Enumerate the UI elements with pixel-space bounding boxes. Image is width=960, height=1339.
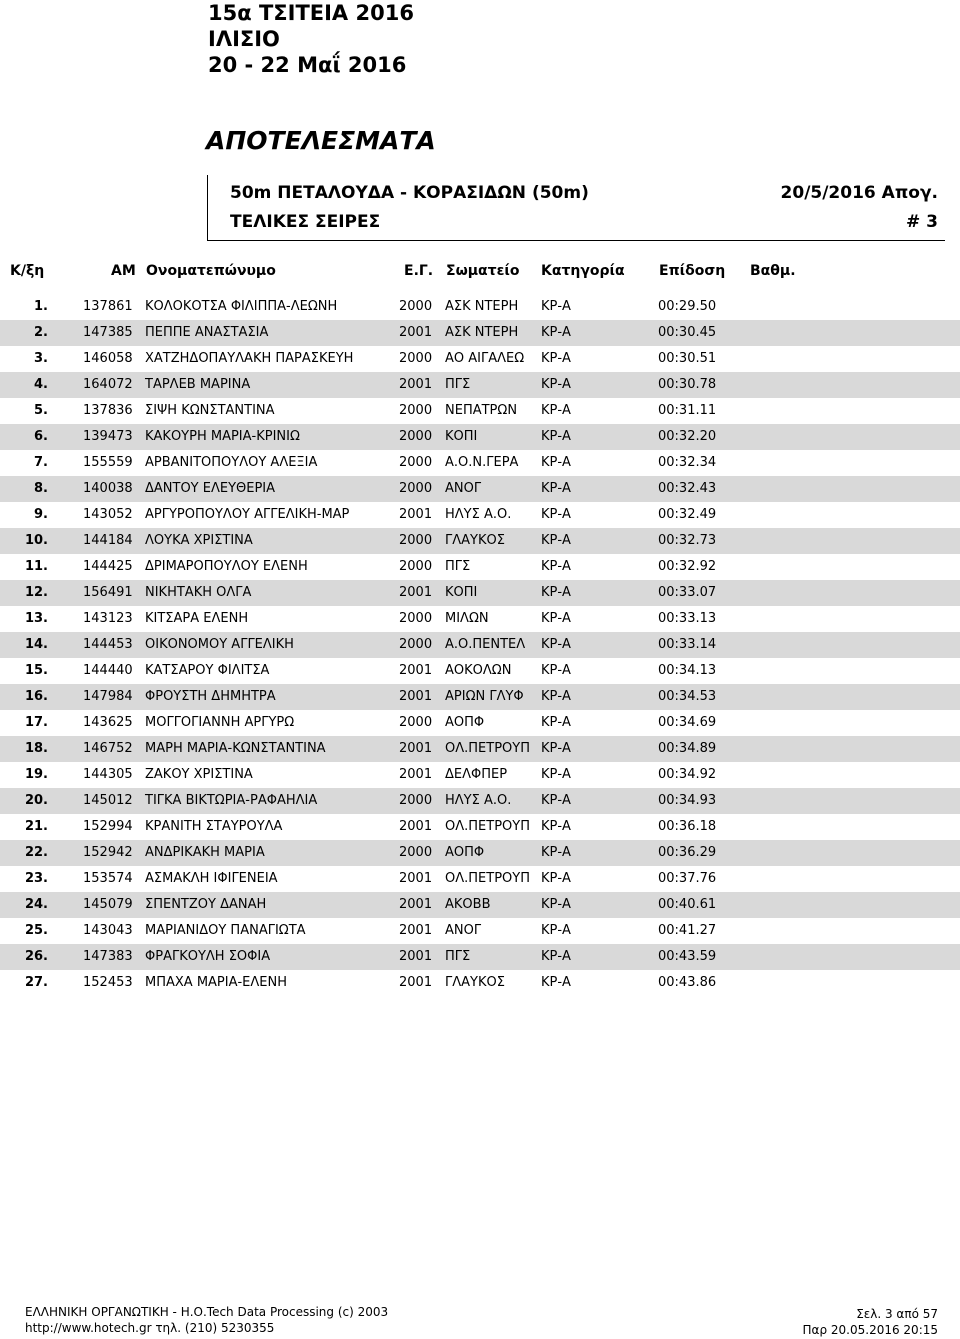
yob-cell: 2000 (399, 481, 433, 496)
yob-cell: 2001 (399, 949, 433, 964)
time-cell: 00:29.50 (658, 299, 717, 314)
rank-cell: 17. (24, 715, 48, 730)
name-cell: ΤΙΓΚΑ ΒΙΚΤΩΡΙΑ-ΡΑΦΑΗΛΙΑ (145, 793, 318, 808)
table-row (0, 814, 960, 840)
club-cell: ΑΡΙΩΝ ΓΛΥΦ (445, 689, 524, 704)
table-row (0, 554, 960, 580)
name-cell: ΑΣΜΑΚΛΗ ΙΦΙΓΕΝΕΙΑ (145, 871, 278, 886)
event-title: 50m ΠΕΤΑΛΟΥΔΑ - ΚΟΡΑΣΙΔΩΝ (50m) (230, 183, 589, 203)
time-cell: 00:32.20 (658, 429, 717, 444)
category-cell: ΚΡ-Α (541, 455, 571, 470)
table-row (0, 892, 960, 918)
yob-cell: 2000 (399, 455, 433, 470)
footer-page: Σελ. 3 από 57 (856, 1307, 938, 1321)
am-cell: 164072 (83, 377, 133, 392)
category-cell: ΚΡ-Α (541, 611, 571, 626)
table-row (0, 710, 960, 736)
am-cell: 143043 (83, 923, 133, 938)
yob-cell: 2001 (399, 325, 433, 340)
table-row (0, 918, 960, 944)
time-cell: 00:43.86 (658, 975, 717, 990)
name-cell: ΚΙΤΣΑΡΑ ΕΛΕΝΗ (145, 611, 249, 626)
club-cell: ΑΣΚ ΝΤΕΡΗ (445, 299, 519, 314)
am-cell: 144453 (83, 637, 133, 652)
name-cell: ΔΡΙΜΑΡΟΠΟΥΛΟΥ ΕΛΕΝΗ (145, 559, 308, 574)
club-cell: ΠΓΣ (445, 559, 471, 574)
name-cell: ΑΡΒΑΝΙΤΟΠΟΥΛΟΥ ΑΛΕΞΙΑ (145, 455, 318, 470)
yob-cell: 2001 (399, 897, 433, 912)
category-cell: ΚΡ-Α (541, 325, 571, 340)
time-cell: 00:34.69 (658, 715, 717, 730)
rank-cell: 20. (24, 793, 48, 808)
category-cell: ΚΡ-Α (541, 689, 571, 704)
name-cell: ΧΑΤΖΗΔΟΠΑΥΛΑΚΗ ΠΑΡΑΣΚΕΥΗ (145, 351, 354, 366)
am-cell: 143625 (83, 715, 133, 730)
category-cell: ΚΡ-Α (541, 741, 571, 756)
rank-cell: 18. (24, 741, 48, 756)
name-cell: ΚΑΤΣΑΡΟΥ ΦΙΛΙΤΣΑ (145, 663, 270, 678)
time-cell: 00:41.27 (658, 923, 717, 938)
category-cell: ΚΡ-Α (541, 793, 571, 808)
table-row (0, 476, 960, 502)
yob-cell: 2001 (399, 663, 433, 678)
table-row (0, 632, 960, 658)
time-cell: 00:33.07 (658, 585, 717, 600)
rank-cell: 13. (24, 611, 48, 626)
am-cell: 139473 (83, 429, 133, 444)
col-points: Βαθμ. (750, 263, 796, 279)
club-cell: ΟΛ.ΠΕΤΡΟΥΠ (445, 741, 530, 756)
name-cell: ΖΑΚΟΥ ΧΡΙΣΤΙΝΑ (145, 767, 253, 782)
club-cell: ΜΙΛΩΝ (445, 611, 489, 626)
am-cell: 147385 (83, 325, 133, 340)
category-cell: ΚΡ-Α (541, 403, 571, 418)
club-cell: ΑΝΟΓ (445, 481, 482, 496)
category-cell: ΚΡ-Α (541, 637, 571, 652)
col-club: Σωματείο (446, 263, 520, 279)
club-cell: ΚΟΠΙ (445, 585, 478, 600)
table-row (0, 346, 960, 372)
name-cell: ΔΑΝΤΟΥ ΕΛΕΥΘΕΡΙΑ (145, 481, 276, 496)
club-cell: ΑΟΠΦ (445, 845, 485, 860)
col-rank: Κ/ξη (10, 263, 45, 279)
category-cell: ΚΡ-Α (541, 923, 571, 938)
category-cell: ΚΡ-Α (541, 533, 571, 548)
am-cell: 146752 (83, 741, 133, 756)
time-cell: 00:33.13 (658, 611, 717, 626)
club-cell: ΟΛ.ΠΕΤΡΟΥΠ (445, 819, 530, 834)
time-cell: 00:34.92 (658, 767, 717, 782)
club-cell: ΟΛ.ΠΕΤΡΟΥΠ (445, 871, 530, 886)
yob-cell: 2001 (399, 377, 433, 392)
am-cell: 147984 (83, 689, 133, 704)
name-cell: ΜΑΡΙΑΝΙΔΟΥ ΠΑΝΑΓΙΩΤΑ (145, 923, 306, 938)
time-cell: 00:30.45 (658, 325, 717, 340)
yob-cell: 2000 (399, 611, 433, 626)
am-cell: 152942 (83, 845, 133, 860)
club-cell: Α.Ο.Ν.ΓΕΡΑ (445, 455, 519, 470)
am-cell: 152453 (83, 975, 133, 990)
club-cell: ΑΟΚΟΛΩΝ (445, 663, 512, 678)
rank-cell: 1. (34, 299, 48, 314)
results-table (0, 294, 960, 996)
table-row (0, 424, 960, 450)
table-row (0, 658, 960, 684)
footer-org: ΕΛΛΗΝΙΚΗ ΟΡΓΑΝΩΤΙΚΗ - Η.Ο.Tech Data Processing (c) 2003 (25, 1305, 389, 1319)
club-cell: ΑΚΟΒΒ (445, 897, 491, 912)
am-cell: 140038 (83, 481, 133, 496)
time-cell: 00:30.78 (658, 377, 717, 392)
time-cell: 00:32.43 (658, 481, 717, 496)
rank-cell: 3. (34, 351, 48, 366)
yob-cell: 2001 (399, 871, 433, 886)
category-cell: ΚΡ-Α (541, 715, 571, 730)
yob-cell: 2001 (399, 741, 433, 756)
yob-cell: 2000 (399, 793, 433, 808)
rank-cell: 23. (24, 871, 48, 886)
club-cell: ΗΛΥΣ Α.Ο. (445, 507, 512, 522)
club-cell: ΑΝΟΓ (445, 923, 482, 938)
rank-cell: 24. (24, 897, 48, 912)
yob-cell: 2001 (399, 923, 433, 938)
category-cell: ΚΡ-Α (541, 897, 571, 912)
time-cell: 00:36.18 (658, 819, 717, 834)
category-cell: ΚΡ-Α (541, 845, 571, 860)
time-cell: 00:32.34 (658, 455, 717, 470)
rank-cell: 2. (34, 325, 48, 340)
category-cell: ΚΡ-Α (541, 663, 571, 678)
name-cell: ΣΠΕΝΤΖΟΥ ΔΑΝΑΗ (145, 897, 267, 912)
am-cell: 145012 (83, 793, 133, 808)
rank-cell: 14. (24, 637, 48, 652)
am-cell: 144425 (83, 559, 133, 574)
category-cell: ΚΡ-Α (541, 767, 571, 782)
category-cell: ΚΡ-Α (541, 507, 571, 522)
time-cell: 00:34.13 (658, 663, 717, 678)
time-cell: 00:43.59 (658, 949, 717, 964)
category-cell: ΚΡ-Α (541, 585, 571, 600)
time-cell: 00:34.89 (658, 741, 717, 756)
table-row (0, 320, 960, 346)
rank-cell: 21. (24, 819, 48, 834)
rank-cell: 12. (24, 585, 48, 600)
rank-cell: 4. (34, 377, 48, 392)
yob-cell: 2000 (399, 429, 433, 444)
rank-cell: 22. (24, 845, 48, 860)
category-cell: ΚΡ-Α (541, 975, 571, 990)
footer-contact: http://www.hotech.gr τηλ. (210) 5230355 (25, 1321, 275, 1335)
table-row (0, 866, 960, 892)
club-cell: ΠΓΣ (445, 377, 471, 392)
name-cell: ΑΝΔΡΙΚΑΚΗ ΜΑΡΙΑ (145, 845, 265, 860)
yob-cell: 2001 (399, 689, 433, 704)
category-cell: ΚΡ-Α (541, 377, 571, 392)
time-cell: 00:32.92 (658, 559, 717, 574)
club-cell: ΓΛΑΥΚΟΣ (445, 533, 505, 548)
table-row (0, 372, 960, 398)
club-cell: ΑΟ ΑΙΓΑΛΕΩ (445, 351, 525, 366)
name-cell: ΚΟΛΟΚΟΤΣΑ ΦΙΛΙΠΠΑ-ΛΕΩΝΗ (145, 299, 338, 314)
table-row (0, 736, 960, 762)
name-cell: ΟΙΚΟΝΟΜΟΥ ΑΓΓΕΛΙΚΗ (145, 637, 294, 652)
name-cell: ΑΡΓΥΡΟΠΟΥΛΟΥ ΑΓΓΕΛΙΚΗ-ΜΑΡ (145, 507, 350, 522)
name-cell: ΜΟΓΓΟΓΙΑΝΝΗ ΑΡΓΥΡΩ (145, 715, 295, 730)
table-row (0, 788, 960, 814)
yob-cell: 2001 (399, 819, 433, 834)
am-cell: 147383 (83, 949, 133, 964)
rank-cell: 26. (24, 949, 48, 964)
category-cell: ΚΡ-Α (541, 871, 571, 886)
time-cell: 00:31.11 (658, 403, 717, 418)
category-cell: ΚΡ-Α (541, 949, 571, 964)
yob-cell: 2000 (399, 559, 433, 574)
club-cell: ΓΛΑΥΚΟΣ (445, 975, 505, 990)
am-cell: 137861 (83, 299, 133, 314)
time-cell: 00:30.51 (658, 351, 717, 366)
am-cell: 143052 (83, 507, 133, 522)
col-name: Ονοματεπώνυμο (146, 263, 276, 279)
rank-cell: 11. (24, 559, 48, 574)
yob-cell: 2001 (399, 585, 433, 600)
category-cell: ΚΡ-Α (541, 351, 571, 366)
footer-printed: Παρ 20.05.2016 20:15 (802, 1323, 938, 1337)
yob-cell: 2001 (399, 767, 433, 782)
am-cell: 144440 (83, 663, 133, 678)
rank-cell: 19. (24, 767, 48, 782)
name-cell: ΦΡΟΥΣΤΗ ΔΗΜΗΤΡΑ (145, 689, 276, 704)
yob-cell: 2000 (399, 845, 433, 860)
category-cell: ΚΡ-Α (541, 819, 571, 834)
name-cell: ΣΙΨΗ ΚΩΝΣΤΑΝΤΙΝΑ (145, 403, 275, 418)
time-cell: 00:32.73 (658, 533, 717, 548)
table-row (0, 606, 960, 632)
category-cell: ΚΡ-Α (541, 299, 571, 314)
category-cell: ΚΡ-Α (541, 429, 571, 444)
am-cell: 145079 (83, 897, 133, 912)
table-row (0, 580, 960, 606)
am-cell: 137836 (83, 403, 133, 418)
yob-cell: 2000 (399, 533, 433, 548)
am-cell: 144305 (83, 767, 133, 782)
yob-cell: 2001 (399, 975, 433, 990)
time-cell: 00:32.49 (658, 507, 717, 522)
col-time: Επίδοση (659, 263, 726, 279)
am-cell: 153574 (83, 871, 133, 886)
rank-cell: 25. (24, 923, 48, 938)
rank-cell: 6. (34, 429, 48, 444)
rank-cell: 9. (34, 507, 48, 522)
table-row (0, 684, 960, 710)
col-category: Κατηγορία (541, 263, 625, 279)
table-row (0, 450, 960, 476)
yob-cell: 2000 (399, 403, 433, 418)
name-cell: ΛΟΥΚΑ ΧΡΙΣΤΙΝΑ (145, 533, 253, 548)
name-cell: ΚΑΚΟΥΡΗ ΜΑΡΙΑ-ΚΡΙΝΙΩ (145, 429, 300, 444)
table-row (0, 840, 960, 866)
rank-cell: 5. (34, 403, 48, 418)
club-cell: ΔΕΛΦΠΕΡ (445, 767, 508, 782)
table-row (0, 970, 960, 996)
am-cell: 144184 (83, 533, 133, 548)
event-date: 20/5/2016 Απογ. (780, 183, 938, 203)
club-cell: ΑΟΠΦ (445, 715, 485, 730)
table-row (0, 398, 960, 424)
club-cell: ΝΕΠΑΤΡΩΝ (445, 403, 518, 418)
time-cell: 00:33.14 (658, 637, 717, 652)
am-cell: 155559 (83, 455, 133, 470)
club-cell: ΑΣΚ ΝΤΕΡΗ (445, 325, 519, 340)
time-cell: 00:34.53 (658, 689, 717, 704)
club-cell: ΗΛΥΣ Α.Ο. (445, 793, 512, 808)
yob-cell: 2000 (399, 637, 433, 652)
rank-cell: 8. (34, 481, 48, 496)
col-yob: Ε.Γ. (404, 263, 434, 279)
club-cell: Α.Ο.ΠΕΝΤΕΛ (445, 637, 526, 652)
time-cell: 00:34.93 (658, 793, 717, 808)
meet-venue: ΙΛΙΣΙΟ (208, 27, 280, 51)
name-cell: ΠΕΠΠΕ ΑΝΑΣΤΑΣΙΑ (145, 325, 269, 340)
table-row (0, 528, 960, 554)
yob-cell: 2000 (399, 299, 433, 314)
event-heat: # 3 (906, 212, 938, 232)
table-row (0, 762, 960, 788)
am-cell: 156491 (83, 585, 133, 600)
yob-cell: 2000 (399, 351, 433, 366)
name-cell: ΜΠΑΧΑ ΜΑΡΙΑ-ΕΛΕΝΗ (145, 975, 288, 990)
rank-cell: 7. (34, 455, 48, 470)
name-cell: ΜΑΡΗ ΜΑΡΙΑ-ΚΩΝΣΤΑΝΤΙΝΑ (145, 741, 326, 756)
table-row (0, 944, 960, 970)
am-cell: 152994 (83, 819, 133, 834)
results-title: ΑΠΟΤΕΛΕΣΜΑΤΑ (206, 126, 436, 155)
rank-cell: 10. (24, 533, 48, 548)
am-cell: 143123 (83, 611, 133, 626)
meet-dates: 20 - 22 Μαΐ 2016 (208, 53, 407, 77)
yob-cell: 2000 (399, 715, 433, 730)
name-cell: ΝΙΚΗΤΑΚΗ ΟΛΓΑ (145, 585, 252, 600)
table-row (0, 502, 960, 528)
rank-cell: 27. (24, 975, 48, 990)
event-box (207, 175, 945, 241)
club-cell: ΠΓΣ (445, 949, 471, 964)
category-cell: ΚΡ-Α (541, 481, 571, 496)
category-cell: ΚΡ-Α (541, 559, 571, 574)
rank-cell: 16. (24, 689, 48, 704)
am-cell: 146058 (83, 351, 133, 366)
col-am: ΑΜ (111, 263, 136, 279)
meet-title: 15α ΤΣΙΤΕΙΑ 2016 (208, 1, 414, 25)
time-cell: 00:37.76 (658, 871, 717, 886)
club-cell: ΚΟΠΙ (445, 429, 478, 444)
time-cell: 00:40.61 (658, 897, 717, 912)
yob-cell: 2001 (399, 507, 433, 522)
name-cell: ΤΑΡΛΕΒ ΜΑΡΙΝΑ (145, 377, 251, 392)
time-cell: 00:36.29 (658, 845, 717, 860)
name-cell: ΚΡΑΝΙΤΗ ΣΤΑΥΡΟΥΛΑ (145, 819, 283, 834)
rank-cell: 15. (24, 663, 48, 678)
table-row (0, 294, 960, 320)
event-subtitle: ΤΕΛΙΚΕΣ ΣΕΙΡΕΣ (230, 212, 381, 232)
name-cell: ΦΡΑΓΚΟΥΛΗ ΣΟΦΙΑ (145, 949, 271, 964)
